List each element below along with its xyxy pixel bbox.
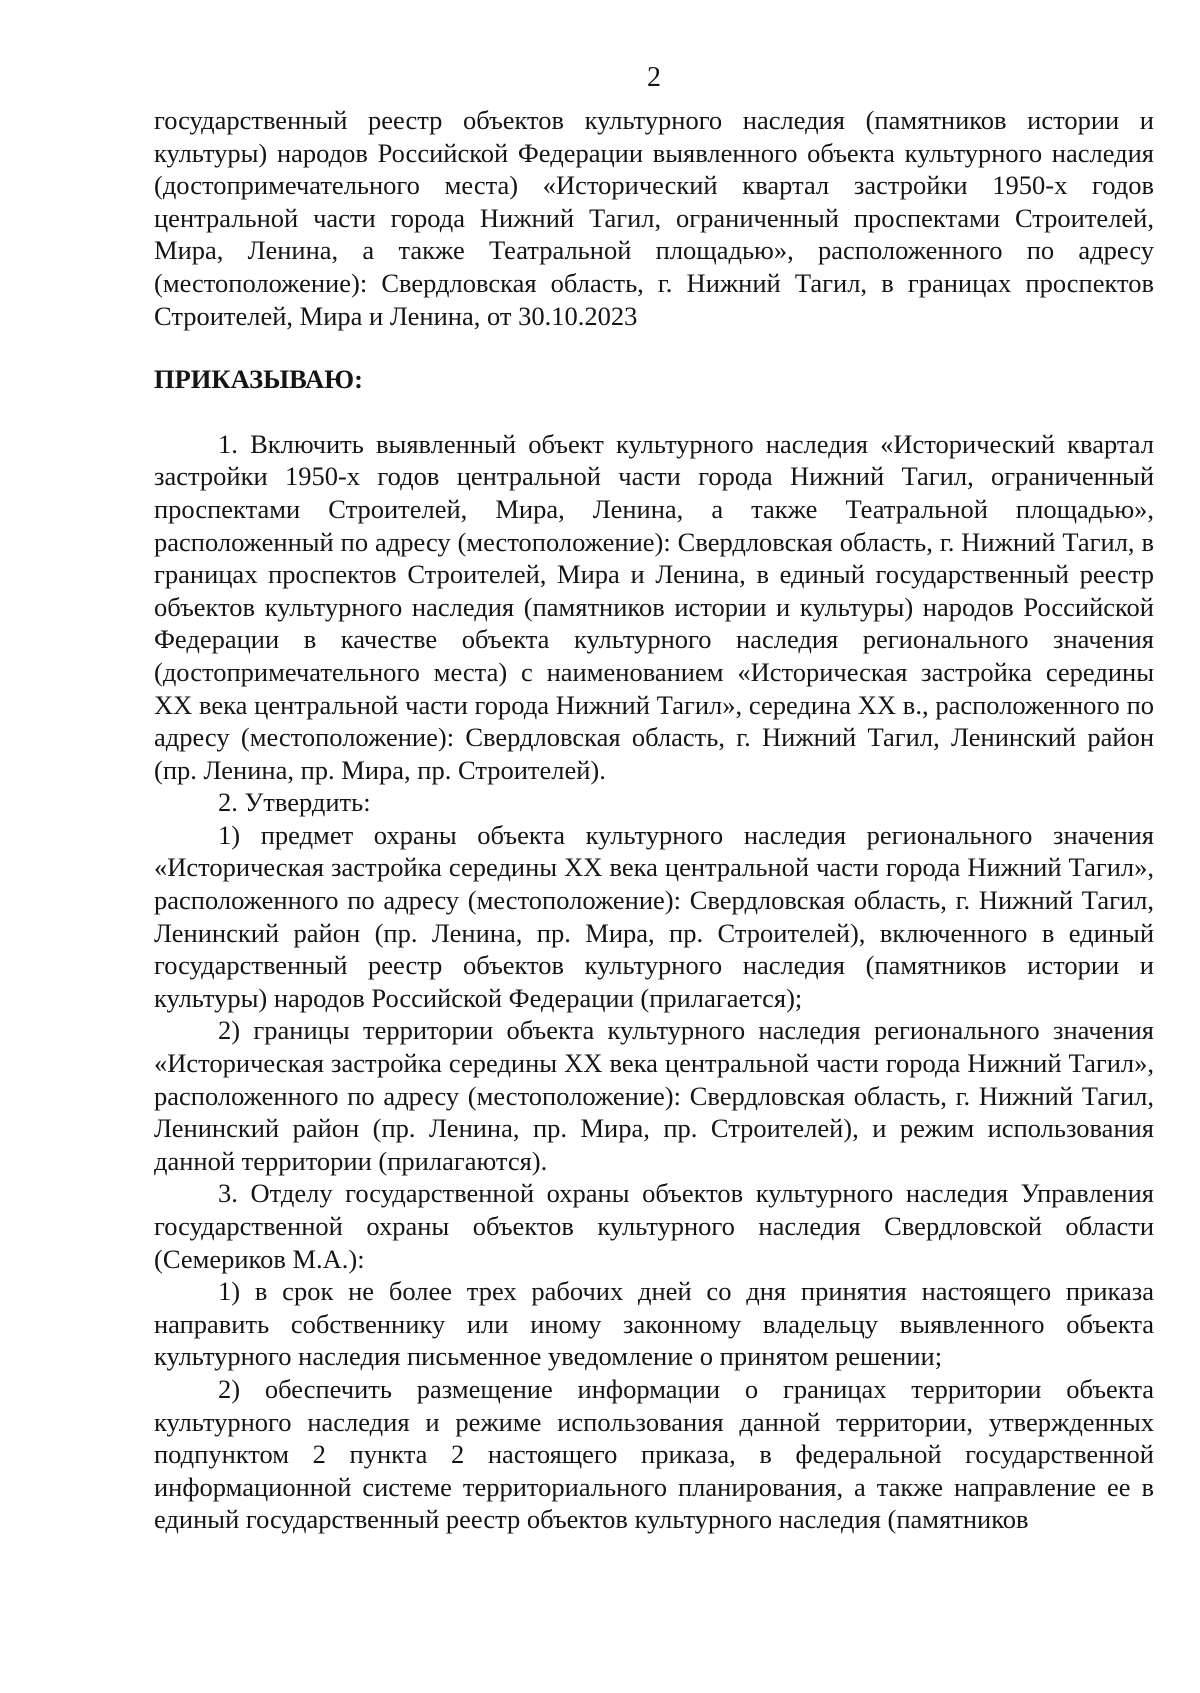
paragraph-item-3: 3. Отделу государственной охраны объектов культурного наследия Управления государственной охраны объектов культурного наследия Свердловской области (Семериков М.А.): bbox=[154, 1178, 1154, 1274]
paragraph-item-2: 2. Утвердить: bbox=[218, 787, 371, 818]
page-number: 2 bbox=[647, 62, 661, 93]
paragraph-item-2-1: 1) предмет охраны объекта культурного наследия регионального значения «Историческая застройка середины XX века центральной части города Нижний Тагил», расположенного по адресу (местоположение): Свердловская область, г. Нижний Тагил, Ленинский район (пр. Ленина, пр. Мира, пр. Строителей), включенного в единый государственный реестр объектов культурного наследия (памятников истории и культуры) народов Российской Федерации (прилагается); bbox=[154, 819, 1154, 1013]
order-heading: ПРИКАЗЫВАЮ: bbox=[154, 364, 363, 395]
intro-paragraph: государственный реестр объектов культурного наследия (памятников истории и культуры) народов Российской Федерации выявленного объекта культурного наследия (достопримечательного места) «Исторический квартал застройки 1950-х годов центральной части города Нижний Тагил, ограниченный проспектами Строителей, Мира, Ленина, а также Театральной площадью», расположенного по адресу (местоположение): Свердловская область, г. Нижний Тагил, в границах проспектов Строителей, Мира и Ленина, от 30.10.2023 bbox=[154, 105, 1154, 331]
paragraph-item-3-1: 1) в срок не более трех рабочих дней со дня принятия настоящего приказа направить собственнику или иному законному владельцу выявленного объекта культурного наследия письменное уведомление о принятом решении; bbox=[154, 1276, 1154, 1372]
paragraph-item-1: 1. Включить выявленный объект культурного наследия «Исторический квартал застройки 1950-х годов центральной части города Нижний Тагил, ограниченный проспектами Строителей, Мира, Ленина, а также Театральной площадью», расположенный по адресу (местоположение): Свердловская область, г. Нижний Тагил, в границах проспектов Строителей, Мира и Ленина, в единый государственный реестр объектов культурного наследия (памятников истории и культуры) народов Российской Федерации в качестве объекта культурного наследия регионального значения (достопримечательного места) с наименованием «Историческая застройка середины XX века центральной части города Нижний Тагил», середина XX в., расположенного по адресу (местоположение): Свердловская область, г. Нижний Тагил, Ленинский район (пр. Ленина, пр. Мира, пр. Строителей). bbox=[154, 428, 1154, 785]
paragraph-item-3-2: 2) обеспечить размещение информации о границах территории объекта культурного наследия и режиме использования данной территории, утвержденных подпунктом 2 пункта 2 настоящего приказа, в федеральной государственной информационной системе территориального планирования, а также направление ее в единый государственный реестр объектов культурного наследия (памятников bbox=[154, 1373, 1154, 1535]
paragraph-item-2-2: 2) границы территории объекта культурного наследия регионального значения «Историческая застройка середины XX века центральной части города Нижний Тагил», расположенного по адресу (местоположение): Свердловская область, г. Нижний Тагил, Ленинский район (пр. Ленина, пр. Мира, пр. Строителей), и режим использования данной территории (прилагаются). bbox=[154, 1015, 1154, 1176]
document-page bbox=[154, 60, 1154, 1536]
